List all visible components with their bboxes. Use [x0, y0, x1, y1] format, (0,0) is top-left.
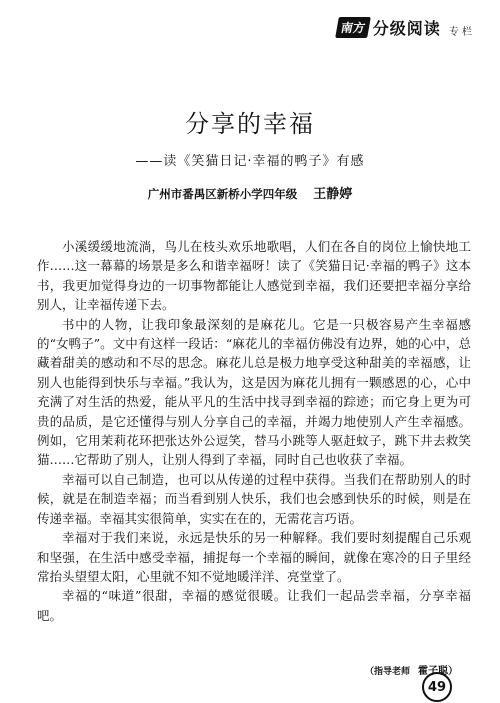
paragraph: 小溪缓缓地流淌，鸟儿在枝头欢乐地歌唱，人们在各自的岗位上愉快地工作……这一幕幕的场景是多么和谐幸福呀！读了《笑猫日记·幸福的鸭子》这本书，我更加觉得身边的一切事物都能让人感觉到幸福，我们还要把幸福分享给别人，让幸福传递下去。: [37, 239, 471, 313]
article-body: [37, 237, 471, 625]
author-line: [0, 183, 500, 202]
page-header: [337, 16, 472, 39]
series-title: 分级阅读: [372, 19, 441, 38]
paragraph: 书中的人物，让我印象最深刻的是麻花儿。它是一只极容易产生幸福感的“女鸭子”。文中有这样一段话：“麻花儿的幸福仿佛没有边界，她的心中，总藏着甜美的感动和不尽的思念。麻花儿总是极力地享受这种甜美的幸福感，让别人也能得到快乐与幸福。”我认为，这是因为麻花儿拥有一颗感恩的心，心中充满了对生活的热爱，能从平凡的生活中找寻到幸福的踪迹；而它身上更为可贵的品质，是它还懂得与别人分享自己的幸福，并竭力地使别人产生幸福感。例如，它用茉莉花环把张达外公逗笑，替马小跳等人驱赶蚊子，跳下井去救笑猫……它帮助了别人，让别人得到了幸福，同时自己也收获了幸福。: [37, 316, 471, 468]
paragraph: 幸福的“味道”很甜，幸福的感觉很暖。让我们一起品尝幸福，分享幸福吧。: [37, 588, 471, 623]
publisher-logo: 南方: [335, 17, 371, 38]
article-subtitle: ——读《笑猫日记·幸福的鸭子》有感: [135, 154, 365, 169]
paragraph: 幸福对于我们来说，永远是快乐的另一种解释。我们要时刻提醒自己乐观和坚强，在生活中感受幸福，捕捉每一个幸福的瞬间，就像在寒冷的日子里经常抬头望望太阳，心里就不知不觉地暖洋洋、亮堂堂了。: [37, 530, 471, 584]
page-number: 49: [422, 672, 452, 702]
author-school: 广州市番禺区新桥小学四年级: [147, 187, 298, 201]
paragraph: 幸福可以自己制造，也可以从传递的过程中获得。当我们在帮助别人的时候，就是在制造幸福；而当看到别人快乐，我们也会感到快乐的时候，则是在传递幸福。幸福其实很简单，实实在在的，无需花言巧语。: [37, 471, 471, 526]
author-name: 王静婷: [313, 187, 353, 202]
teacher-label: （指导老师: [364, 667, 410, 677]
teacher-name: 霍子聪）: [418, 666, 458, 677]
column-tag: 专 栏: [448, 27, 472, 38]
article-title: 分享的幸福: [185, 110, 315, 138]
